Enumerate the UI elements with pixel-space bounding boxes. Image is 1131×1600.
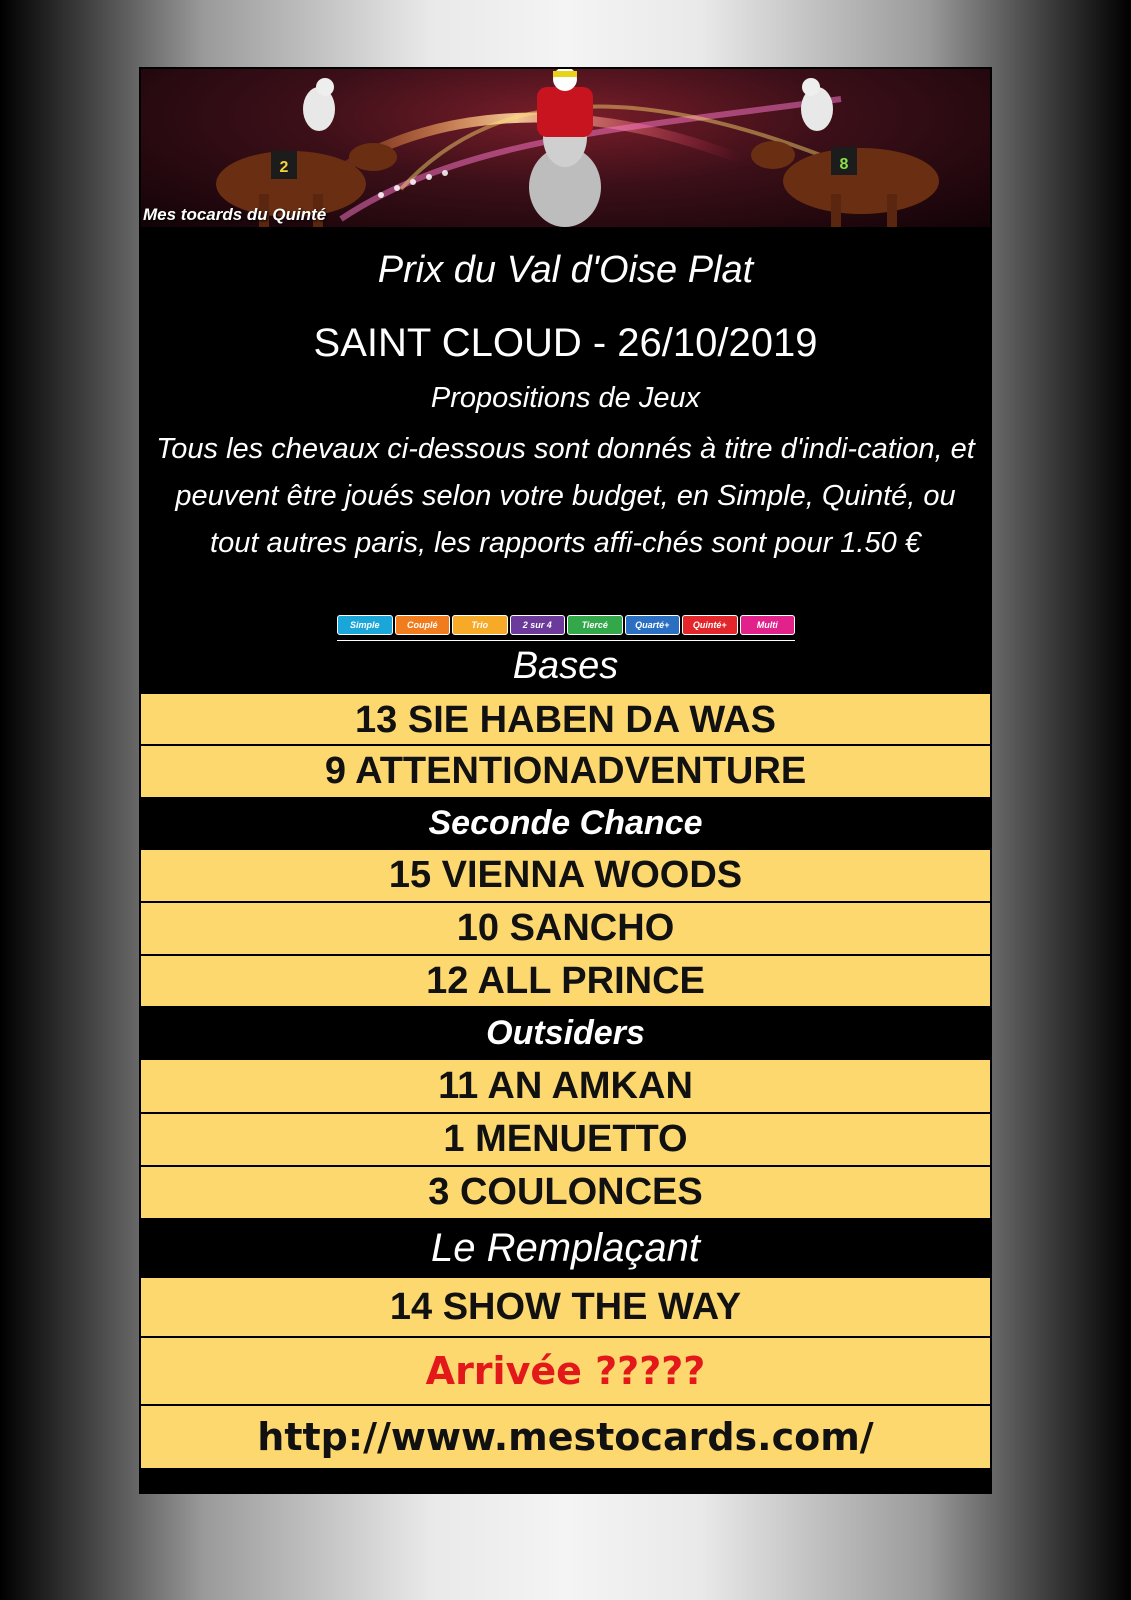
- race-name: Prix du Val d'Oise Plat: [377, 249, 754, 291]
- bet-type-badge: Simple: [337, 615, 393, 635]
- racing-banner-graphic: [141, 69, 990, 227]
- center-horse-icon: [529, 69, 601, 227]
- website-link[interactable]: http://www.mestocards.com/: [141, 1406, 990, 1470]
- bet-type-badge: Trio: [452, 615, 508, 635]
- horse-row: 15 VIENNA WOODS: [141, 850, 990, 903]
- divider: [337, 640, 795, 641]
- bet-type-badge: Multi: [740, 615, 796, 635]
- section-title-remplacant: Le Remplaçant: [141, 1220, 990, 1278]
- bet-type-badge: Quarté+: [625, 615, 681, 635]
- section-title-seconde-chance: Seconde Chance: [141, 799, 990, 850]
- horse-row: 12 ALL PRINCE: [141, 956, 990, 1008]
- venue-date: SAINT CLOUD - 26/10/2019: [313, 321, 818, 365]
- disclaimer-note: Tous les chevaux ci-dessous sont donnés à titre d'indi-cation, et peuvent être joués selon votre budget, en Simple, Quinté, ou tout autres paris, les rapports affi-chés sont pour 1.50 €: [156, 433, 975, 559]
- arrivee-row: Arrivée ?????: [141, 1338, 990, 1406]
- horse-row: 1 MENUETTO: [141, 1114, 990, 1167]
- horse-row: 13 SIE HABEN DA WAS: [141, 692, 990, 746]
- tips-card: [139, 67, 992, 1494]
- bet-type-badge: Tiercé: [567, 615, 623, 635]
- section-title-bases: Bases: [141, 642, 990, 692]
- horse-row: 11 AN AMKAN: [141, 1060, 990, 1114]
- banner-caption: Mes tocards du Quinté: [143, 205, 327, 224]
- bet-type-badge: 2 sur 4: [510, 615, 566, 635]
- right-horse-icon: [751, 78, 939, 227]
- horse-row: 3 COULONCES: [141, 1167, 990, 1220]
- bet-types-strip: [337, 615, 795, 635]
- horse-row: 14 SHOW THE WAY: [141, 1278, 990, 1338]
- bet-type-badge: Quinté+: [682, 615, 738, 635]
- banner-image: [141, 69, 990, 227]
- section-title-outsiders: Outsiders: [141, 1008, 990, 1060]
- svg-text:8: 8: [839, 156, 849, 173]
- bet-type-badge: Couplé: [395, 615, 451, 635]
- subtitle: Propositions de Jeux: [430, 382, 701, 414]
- horse-row: 10 SANCHO: [141, 903, 990, 956]
- horse-row: 9 ATTENTIONADVENTURE: [141, 746, 990, 799]
- svg-text:2: 2: [279, 159, 289, 176]
